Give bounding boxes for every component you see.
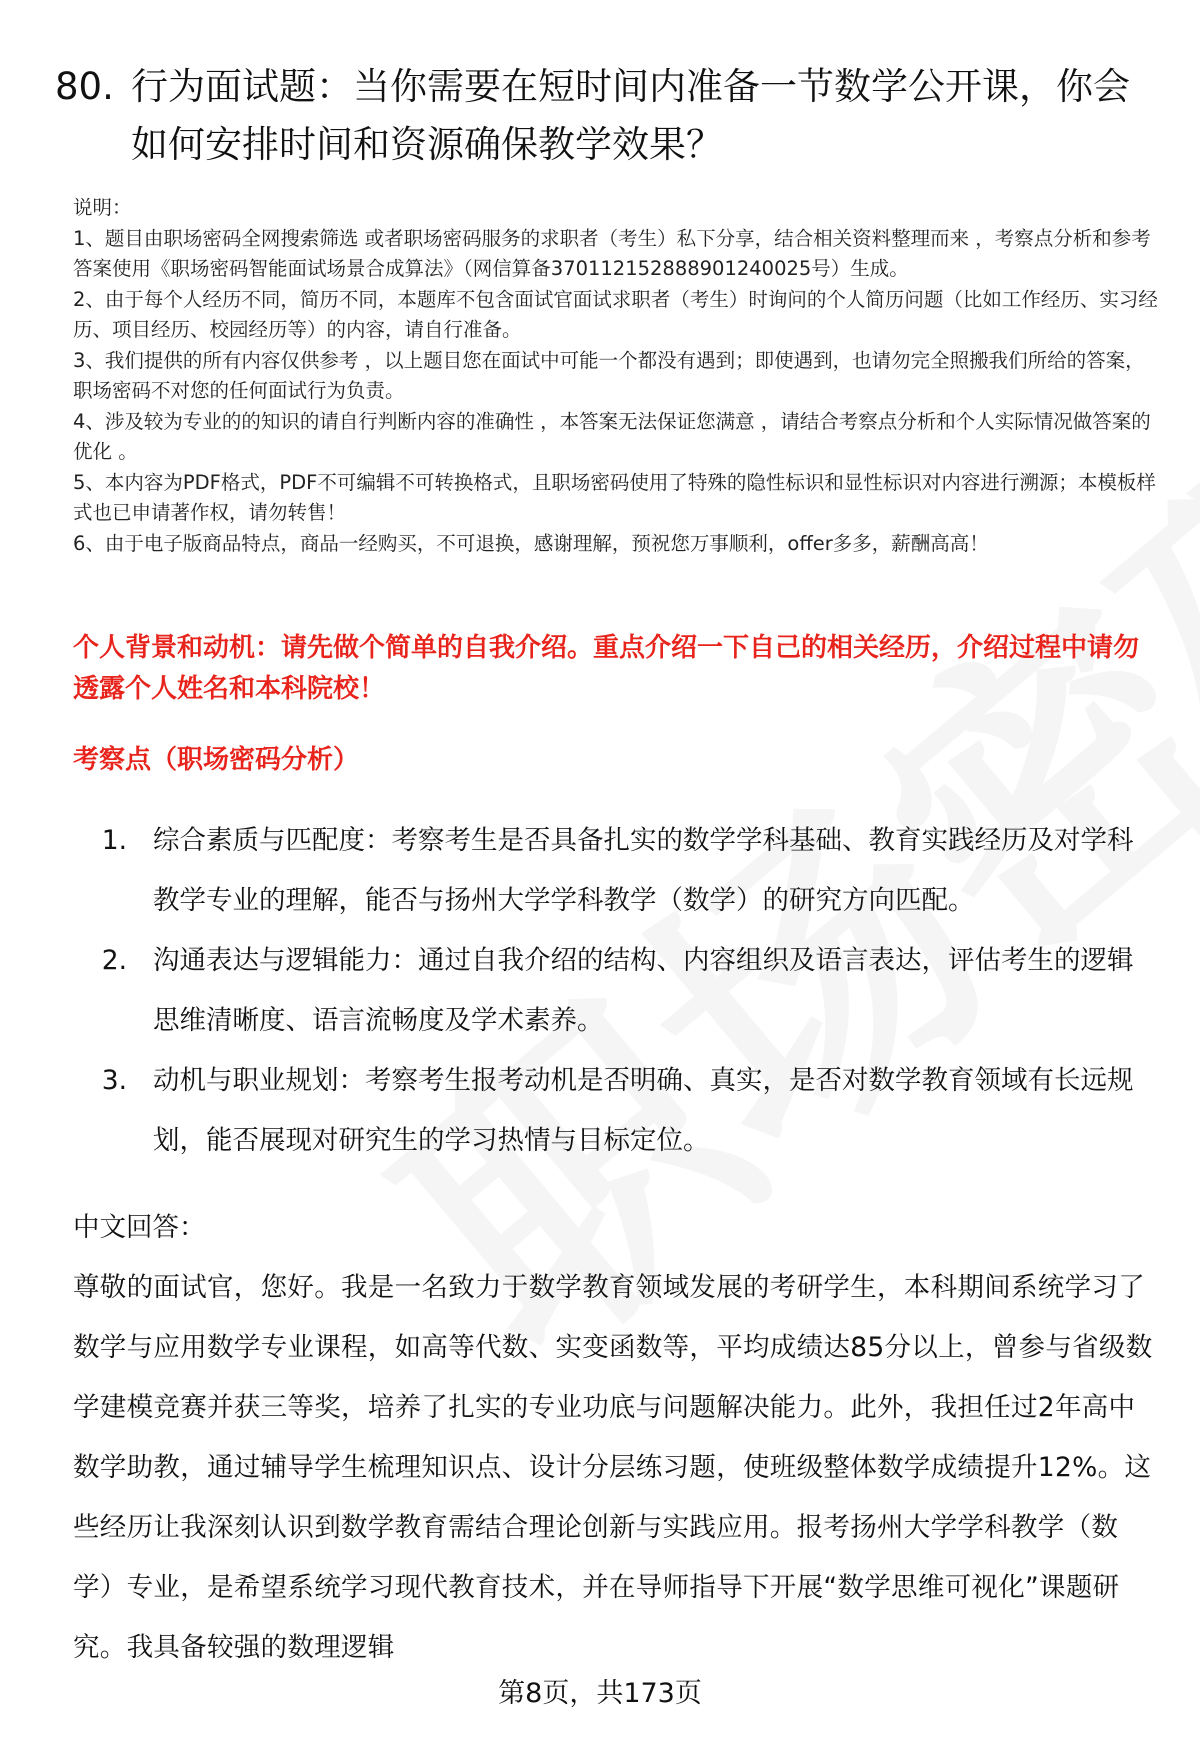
question-text: 行为面试题：当你需要在短时间内准备一节数学公开课，你会如何安排时间和资源确保教学效果？ (131, 65, 1130, 166)
list-item-number: 3. (101, 1065, 127, 1096)
note-item: 5、本内容为PDF格式，PDF不可编辑不可转换格式，且职场密码使用了特殊的隐性标识和显性标识对内容进行溯源；本模板样式也已申请著作权，请勿转售！ (73, 470, 1156, 524)
list-item (73, 811, 1153, 931)
answer-label: 中文回答： (73, 1212, 206, 1243)
list-item-text: 动机与职业规划：考察考生报考动机是否明确、真实，是否对数学教育领域有长远规划，能否展现对研究生的学习热情与目标定位。 (153, 1065, 1134, 1156)
note-item: 1、题目由职场密码全网搜索筛选 或者职场密码服务的求职者（考生）私下分享，结合相关资料整理而来 ，考察点分析和参考答案使用《职场密码智能面试场景合成算法》（网信算备370112152888901240025号）生成。 (73, 226, 1151, 280)
question-title (55, 58, 1155, 174)
background-heading: 个人背景和动机：请先做个简单的自我介绍。重点介绍一下自己的相关经历，介绍过程中请勿透露个人姓名和本科院校！ (73, 633, 1140, 704)
notes-heading: 说明： (73, 196, 132, 219)
list-item (73, 1051, 1153, 1171)
note-item: 4、涉及较为专业的的知识的请自行判断内容的准确性 ，本答案无法保证您满意 ，请结合考察点分析和个人实际情况做答案的优化 。 (73, 409, 1151, 463)
note-item: 6、由于电子版商品特点，商品一经购买，不可退换，感谢理解，预祝您万事顺利，offer多多，薪酬高高！ (73, 531, 989, 555)
answer-text: 尊敬的面试官，您好。我是一名致力于数学教育领域发展的考研学生，本科期间系统学习了数学与应用数学专业课程，如高等代数、实变函数等，平均成绩达85分以上，曾参与省级数学建模竞赛并获三等奖，培养了扎实的专业功底与问题解决能力。此外，我担任过2年高中数学助教，通过辅导学生梳理知识点、设计分层练习题，使班级整体数学成绩提升12%。这些经历让我深刻认识到数学教育需结合理论创新与实践应用。报考扬州大学学科教学（数学）专业，是希望系统学习现代教育技术，并在导师指导下开展“数学思维可视化”课题研究。我具备较强的数理逻辑 (73, 1272, 1153, 1663)
exam-points-heading: 考察点（职场密码分析） (73, 745, 360, 775)
exam-points-list (73, 811, 1153, 1171)
note-item: 2、由于每个人经历不同，简历不同，本题库不包含面试官面试求职者（考生）时询问的个人简历问题（比如工作经历、实习经历、项目经历、校园经历等）的内容，请自行准备。 (73, 287, 1158, 341)
list-item-number: 2. (101, 945, 127, 976)
list-item (73, 931, 1153, 1051)
page-footer: 第8页，共173页 (498, 1678, 702, 1709)
notes-block (73, 193, 1163, 559)
list-item-text: 沟通表达与逻辑能力：通过自我介绍的结构、内容组织及语言表达，评估考生的逻辑思维清晰度、语言流畅度及学术素养。 (153, 945, 1134, 1036)
question-number: 80. (55, 65, 114, 108)
list-item-number: 1. (101, 825, 127, 856)
list-item-text: 综合素质与匹配度：考察考生是否具备扎实的数学学科基础、教育实践经历及对学科教学专业的理解，能否与扬州大学学科教学（数学）的研究方向匹配。 (153, 825, 1134, 916)
note-item: 3、我们提供的所有内容仅供参考 ，以上题目您在面试中可能一个都没有遇到；即使遇到，也请勿完全照搬我们所给的答案，职场密码不对您的任何面试行为负责。 (73, 348, 1145, 402)
